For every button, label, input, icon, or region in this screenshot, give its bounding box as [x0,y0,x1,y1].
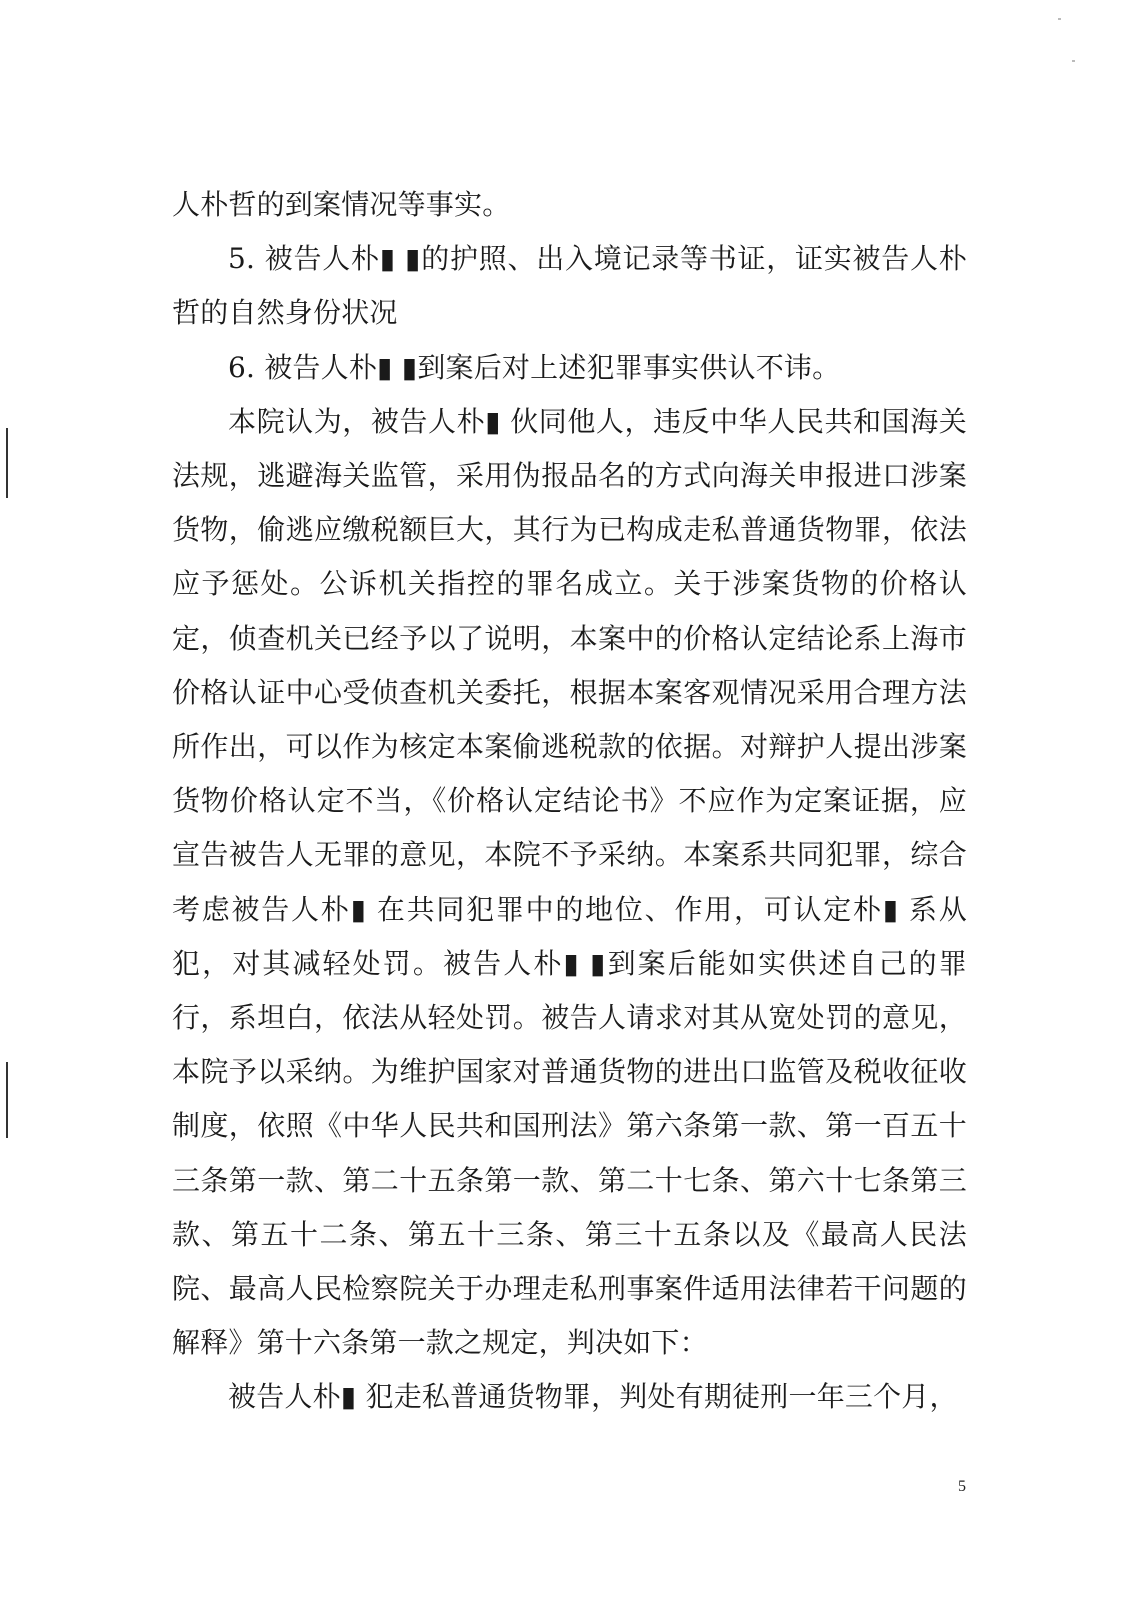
paragraph-evidence-5: 5. 被告人朴▮ ▮的护照、出入境记录等书证，证实被告人朴哲的自然身份状况 [172,242,967,330]
judgment-body [172,178,967,1425]
binding-mark-bottom [6,1062,8,1138]
binding-mark-top [6,428,8,498]
page-number: 5 [958,1478,966,1495]
scan-speck [1072,60,1075,62]
paragraph-evidence-6: 6. 被告人朴▮ ▮到案后对上述犯罪事实供认不讳。 [228,350,841,384]
paragraph-court-opinion: 本院认为，被告人朴▮ 伙同他人，违反中华人民共和国海关法规，逃避海关监管，采用伪报品名的方式向海关申报进口涉案货物，偷逃应缴税额巨大，其行为已构成走私普通货物罪，依法应予惩处。公诉机关指控的罪名成立。关于涉案货物的价格认定，侦查机关已经予以了说明，本案中的价格认定结论系上海市价格认证中心受侦查机关委托，根据本案客观情况采用合理方法所作出，可以作为核定本案偷逃税款的依据。对辩护人提出涉案货物价格认定不当，《价格认定结论书》不应作为定案证据，应宣告被告人无罪的意见，本院不予采纳。本案系共同犯罪，综合考虑被告人朴▮ 在共同犯罪中的地位、作用，可认定朴▮ 系从犯，对其减轻处罚。被告人朴▮ ▮到案后能如实供述自己的罪行，系坦白，依法从轻处罚。被告人请求对其从宽处罚的意见，本院予以采纳。为维护国家对普通货物的进出口监管及税收征收制度，依照《中华人民共和国刑法》第六条第一款、第一百五十三条第一款、第二十五条第一款、第二十七条、第六十七条第三款、第五十二条、第五十三条、第三十五条以及《最高人民法院、最高人民检察院关于办理走私刑事案件适用法律若干问题的解释》第十六条第一款之规定，判决如下： [172,404,967,1360]
scan-speck [1058,18,1061,20]
paragraph-verdict: 被告人朴▮ 犯走私普通货物罪，判处有期徒刑一年三个月， [228,1380,958,1414]
paragraph-case-facts-end: 人朴哲的到案情况等事实。 [172,188,511,221]
